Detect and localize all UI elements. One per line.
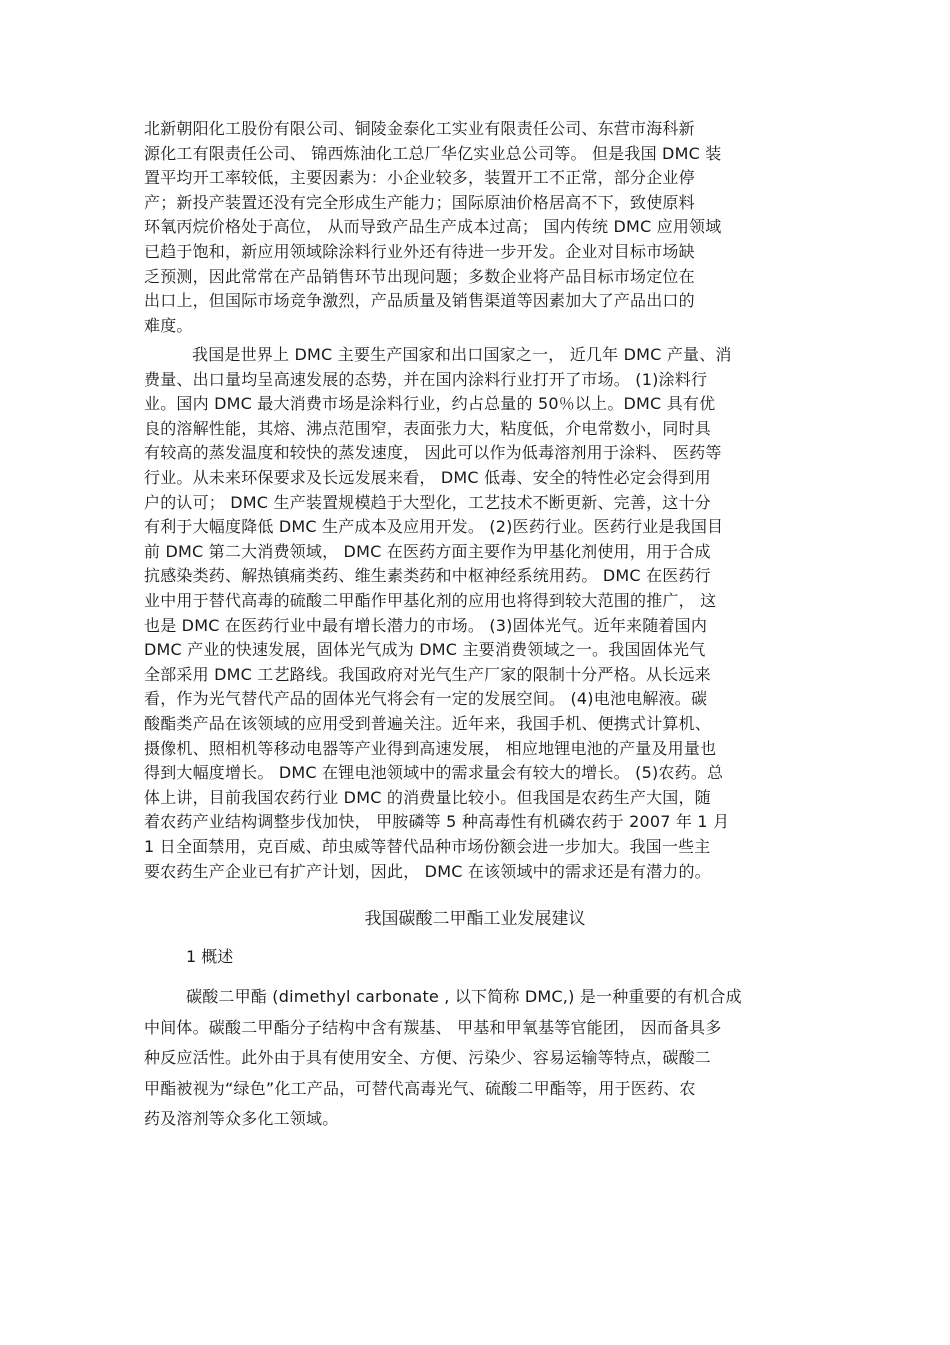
- text-line: 也是 DMC 在医药行业中最有增长潜力的市场。 (3)固体光气。近年来随着国内: [144, 615, 708, 635]
- text-line: 户的认可； DMC 生产装置规模趋于大型化，工艺技术不断更新、完善，这十分: [144, 492, 711, 512]
- text-line: 北新朝阳化工股份有限公司、铜陵金泰化工实业有限责任公司、东营市海科新: [144, 119, 695, 138]
- text-line: 摄像机、照相机等移动电器等产业得到高速发展， 相应地锂电池的产量及用量也: [144, 738, 717, 758]
- text-line: 行业。从未来环保要求及长远发展来看， DMC 低毒、安全的特性必定会得到用: [144, 468, 711, 487]
- text-line: 良的溶解性能，其熔、沸点范围窄，表面张力大，粘度低，介电常数小，同时具: [144, 418, 712, 438]
- text-line: 甲酯被视为“绿色”化工产品，可替代高毒光气、硫酸二甲酯等，用于医药、农: [144, 1078, 696, 1098]
- section-title: 我国碳酸二甲酯工业发展建议: [364, 909, 586, 929]
- text-line: 费量、出口量均呈高速发展的态势，并在国内涂料行业打开了市场。 (1)涂料行: [144, 369, 708, 389]
- text-line: 要农药生产企业已有扩产计划，因此， DMC 在该领域中的需求还是有潜力的。: [144, 861, 711, 881]
- text-line: 有利于大幅度降低 DMC 生产成本及应用开发。 (2)医药行业。医药行业是我国目: [144, 517, 724, 537]
- text-line: 有较高的蒸发温度和较快的蒸发速度， 因此可以作为低毒溶剂用于涂料、 医药等: [144, 443, 722, 463]
- text-line: 源化工有限责任公司、 锦西炼油化工总厂华亿实业总公司等。 但是我国 DMC 装: [144, 143, 722, 163]
- text-line: 我国是世界上 DMC 主要生产国家和出口国家之一， 近几年 DMC 产量、消: [192, 345, 732, 364]
- text-line: 药及溶剂等众多化工领域。: [144, 1109, 339, 1128]
- text-line: 业。国内 DMC 最大消费市场是涂料行业，约占总量的 50％以上。DMC 具有优: [144, 394, 716, 414]
- text-line: 碳酸二甲酯 (dimethyl carbonate , 以下简称 DMC,) 是一种重要的有机合成: [186, 987, 742, 1006]
- text-line: 着农药产业结构调整步伐加快， 甲胺磷等 5 种高毒性有机磷农药于 2007 年 1 月: [144, 812, 730, 832]
- text-line: 酸酯类产品在该领域的应用受到普遍关注。近年来，我国手机、便携式计算机、: [144, 714, 712, 733]
- text-line: 抗感染类药、解热镇痛类药、维生素类药和中枢神经系统用药。 DMC 在医药行: [144, 566, 711, 586]
- text-line: 体上讲，目前我国农药行业 DMC 的消费量比较小。但我国是农药生产大国，随: [144, 787, 711, 807]
- subheading-overview: 1 概述: [186, 947, 234, 966]
- text-line: DMC 产业的快速发展，固体光气成为 DMC 主要消费领域之一。我国固体光气: [144, 640, 706, 660]
- text-line: 置平均开工率较低，主要因素为：小企业较多，装置开工不正常，部分企业停: [144, 168, 695, 188]
- text-line: 环氧丙烷价格处于高位， 从而导致产品生产成本过高； 国内传统 DMC 应用领域: [144, 217, 722, 237]
- text-line: 种反应活性。此外由于具有使用安全、方便、污染少、容易运输等特点，碳酸二: [144, 1048, 712, 1067]
- text-line: 看，作为光气替代产品的固体光气将会有一定的发展空间。 (4)电池电解液。碳: [144, 689, 708, 709]
- text-line: 前 DMC 第二大消费领域， DMC 在医药方面主要作为甲基化剂使用，用于合成: [144, 541, 711, 561]
- text-line: 产；新投产装置还没有完全形成生产能力；国际原油价格居高不下，致使原料: [144, 192, 695, 212]
- text-line: 全部采用 DMC 工艺路线。我国政府对光气生产厂家的限制十分严格。从长远来: [144, 664, 711, 684]
- text-line: 已趋于饱和，新应用领域除涂料行业外还有待进一步开发。企业对目标市场缺: [144, 242, 695, 261]
- text-line: 中间体。碳酸二甲酯分子结构中含有羰基、 甲基和甲氧基等官能团， 因而备具多: [144, 1017, 722, 1037]
- text-line: 1 日全面禁用，克百威、茚虫威等替代品种市场份额会进一步加大。我国一些主: [144, 837, 711, 856]
- text-line: 乏预测，因此常常在产品销售环节出现问题；多数企业将产品目标市场定位在: [144, 266, 695, 286]
- text-line: 难度。: [144, 315, 193, 335]
- text-line: 业中用于替代高毒的硫酸二甲酯作甲基化剂的应用也将得到较大范围的推广， 这: [144, 591, 717, 610]
- text-line: 得到大幅度增长。 DMC 在锂电池领域中的需求量会有较大的增长。 (5)农药。总: [144, 763, 724, 783]
- text-line: 出口上，但国际市场竞争激烈，产品质量及销售渠道等因素加大了产品出口的: [144, 291, 695, 311]
